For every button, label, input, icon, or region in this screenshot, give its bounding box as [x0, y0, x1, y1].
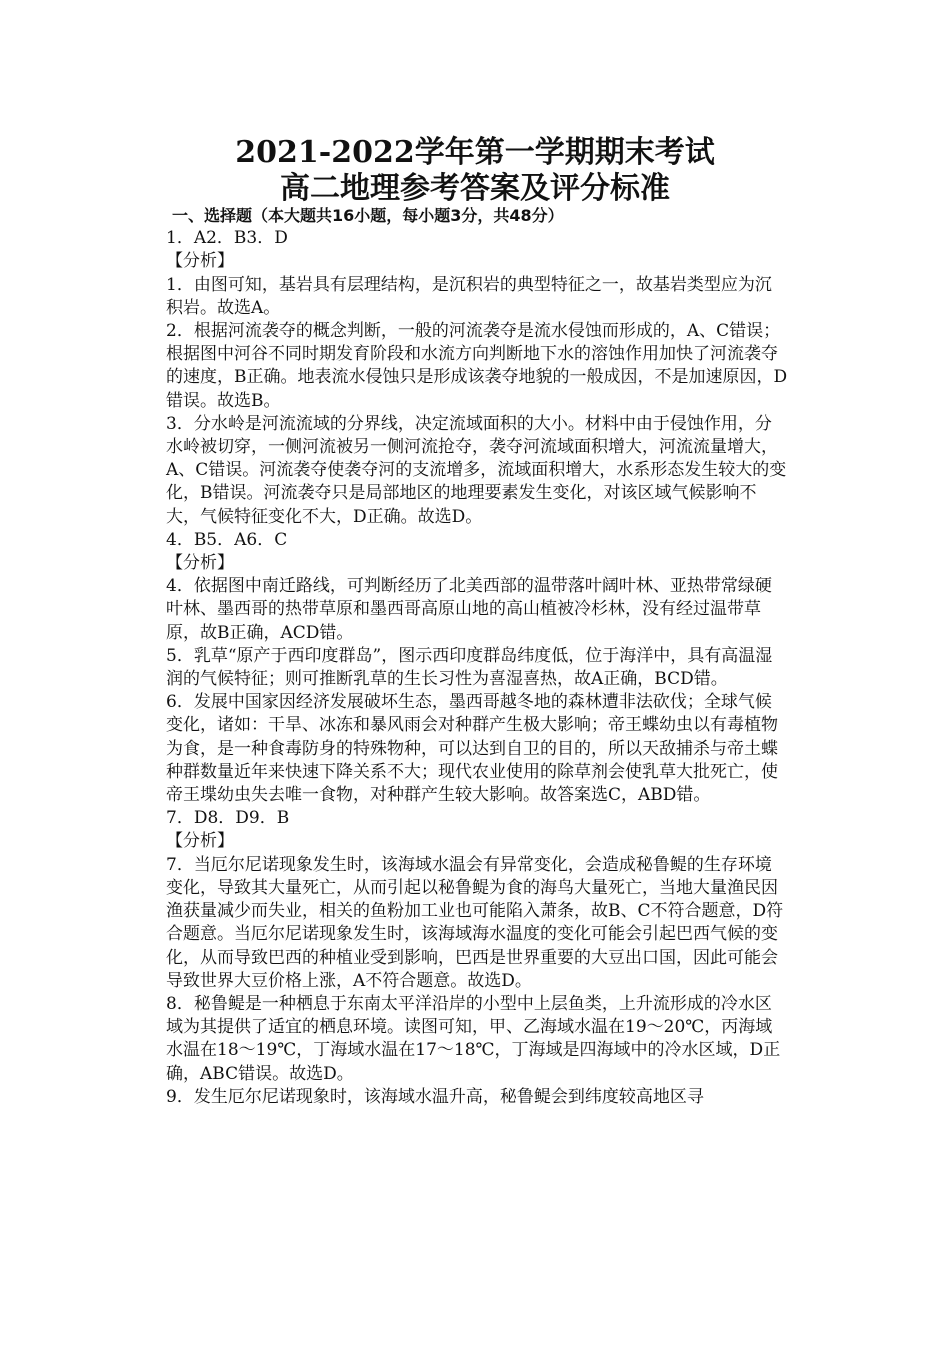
answer-line-4-6: 4．B5．A6．C [166, 529, 288, 550]
explanation-q4: 4．依据图中南迁路线，可判断经历了北美西部的温带落叶阔叶林、亚热带常绿硬叶林、墨西哥的热带草原和墨西哥高原山地的高山植被冷杉林，没有经过温带草原，故B正确，ACD错。 [166, 576, 772, 643]
explanation-q1: 1．由图可知，基岩具有层理结构，是沉积岩的典型特征之一，故基岩类型应为沉积岩。故选A。 [166, 274, 772, 318]
answer-body [166, 204, 788, 1109]
answer-line-7-9: 7．D8．D9．B [166, 808, 290, 829]
analysis-label-3: 【分析】 [166, 831, 234, 852]
answer-line-1-3: 1．A2．B3．D [166, 228, 288, 249]
explanation-q9: 9．发生厄尔尼诺现象时，该海域水温升高，秘鲁鳀会到纬度较高地区寻 [166, 1086, 704, 1107]
explanation-q5: 5．乳草“原产于西印度群岛”，图示西印度群岛纬度低，位于海洋中，具有高温湿润的气候特征；则可推断乳草的生长习性为喜湿喜热，故A正确，BCD错。 [166, 645, 773, 690]
explanation-q7: 7．当厄尔尼诺现象发生时，该海域水温会有异常变化，会造成秘鲁鳀的生存环境变化，导致其大量死亡，从而引起以秘鲁鳀为食的海鸟大量死亡，当地大量渔民因渔获量减少而失业，相关的鱼粉加工业也可能陷入萧条，故B、C不符合题意，D符合题意。当厄尔尼诺现象发生时，该海域海水温度的变化可能会引起巴西气候的变化，从而导致巴西的种植业受到影响，巴西是世界重要的大豆出口国，因此可能会导致世界大豆价格上涨，A不符合题意。故选D。 [166, 854, 784, 991]
exam-title: 2021-2022学年第一学期期末考试 [235, 135, 715, 170]
analysis-label-1: 【分析】 [166, 251, 234, 272]
explanation-q8: 8．秘鲁鳀是一种栖息于东南太平洋沿岸的小型中上层鱼类，上升流形成的冷水区域为其提供了适宜的栖息环境。读图可知，甲、乙海域水温在19～20℃，丙海域水温在18～19℃，丁海域水温在17～18℃，丁海域是四海域中的冷水区域，D正确，ABC错误。故选D。 [166, 993, 781, 1084]
explanation-q2: 2．根据河流袭夺的概念判断，一般的河流袭夺是流水侵蚀而形成的，A、C错误；根据图中河谷不同时期发育阶段和水流方向判断地下水的溶蚀作用加快了河流袭夺的速度，B正确。地表流水侵蚀只是形成该袭夺地貌的一般成因，不是加速原因，D错误。故选B。 [166, 321, 788, 411]
explanation-q3: 3．分水岭是河流流域的分界线，决定流域面积的大小。材料中由于侵蚀作用，分水岭被切穿，一侧河流被另一侧河流抢夺，袭夺河流域面积增大，河流流量增大，A、C错误。河流袭夺使袭夺河的支流增多，流域面积增大，水系形态发生较大的变化，B错误。河流袭夺只是局部地区的地理要素发生变化，对该区域气候影响不大，气候特征变化不大，D正确。故选D。 [166, 413, 787, 527]
analysis-label-2: 【分析】 [166, 553, 234, 574]
explanation-q6: 6．发展中国家因经济发展破坏生态，墨西哥越冬地的森林遭非法砍伐；全球气候变化，诸如：干旱、冰冻和暴风雨会对种群产生极大影响；帝王蝶幼虫以有毒植物为食，是一种食毒防身的特殊物种，可以达到自卫的目的，所以天敌捕杀与帝土蝶种群数量近年来快速下降关系不大；现代农业使用的除草剂会使乳草大批死亡，使帝王堞幼虫失去唯一食物，对种群产生较大影响。故答案选C，ABD错。 [166, 692, 778, 806]
section-heading: 一、选择题（本大题共16小题，每小题3分，共48分） [172, 206, 564, 225]
exam-subtitle: 高二地理参考答案及评分标准 [280, 171, 670, 206]
